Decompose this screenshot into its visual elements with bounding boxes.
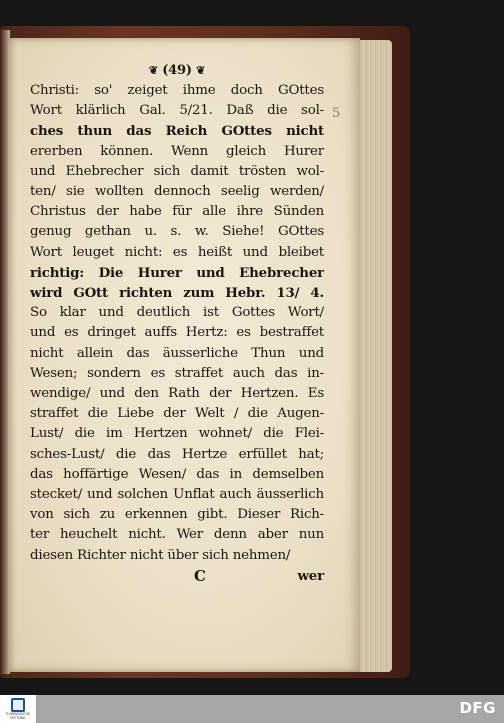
text-line: sches-Lust/ die das Hertze erfüllet hat;	[30, 446, 324, 462]
catchword: wer	[297, 567, 324, 584]
library-logo-icon	[11, 698, 25, 712]
catchword-row	[30, 566, 324, 586]
page-edges	[356, 40, 392, 672]
footer-strip	[36, 695, 504, 723]
text-line: richtig: Die Hurer und Ehebrecher	[30, 264, 324, 281]
text-line: Wesen; sondern es straffet auch das in-	[30, 365, 324, 381]
text-line: von sich zu erkennen gibt. Dieser Rich-	[30, 507, 324, 523]
book-page	[8, 38, 360, 672]
signature-mark: C	[194, 566, 206, 585]
text-line: So klar und deutlich ist Gottes Wort/	[30, 305, 324, 321]
text-line: das hoffärtige Wesen/ das in demselben	[30, 466, 324, 482]
text-line: Wort leuget nicht: es heißt und bleibet	[30, 244, 324, 260]
text-line: genug gethan u. s. w. Siehe! GOttes	[30, 224, 324, 240]
logo-text-line1: THÜRINGISCHE	[5, 712, 30, 716]
ornament-right-icon: ❦	[196, 64, 206, 77]
margin-note: 5	[332, 106, 341, 121]
viewer-footer	[0, 695, 504, 723]
dfg-logo[interactable]: DFG	[459, 699, 496, 717]
page-text	[30, 62, 324, 586]
text-line: ten/ sie wollten dennoch seelig werden/	[30, 184, 324, 200]
text-line: und Ehebrecher sich damit trösten wol-	[30, 163, 324, 179]
library-logo[interactable]	[2, 697, 33, 721]
text-line: Christi: so' zeiget ihme doch GOttes	[30, 83, 324, 98]
text-line: ches thun das Reich GOttes nicht	[30, 123, 324, 140]
text-line: Lust/ die im Hertzen wohnet/ die Flei-	[30, 426, 324, 442]
text-line: wendige/ und den Rath der Hertzen. Es	[30, 386, 324, 402]
page-header	[30, 62, 324, 80]
text-line: wird GOtt richten zum Hebr. 13/ 4.	[30, 285, 324, 302]
text-line: ererben können. Wenn gleich Hurer	[30, 143, 324, 159]
text-line: diesen Richter nicht über sich nehmen/	[30, 547, 291, 563]
text-line: nicht allein das äusserliche Thun und	[30, 345, 324, 361]
logo-text-line2: STIFTUNG	[9, 716, 26, 720]
ornament-left-icon: ❦	[148, 64, 158, 77]
text-line: und es dringet auffs Hertz: es bestraffet	[30, 325, 324, 341]
text-line: stecket/ und solchen Unflat auch äusserlich	[30, 487, 324, 503]
text-line: straffet die Liebe der Welt / die Augen-	[30, 406, 324, 422]
page-number: (49)	[162, 63, 192, 78]
text-line: Christus der habe für alle ihre Sünden	[30, 204, 324, 220]
text-line: ter heuchelt nicht. Wer denn aber nun	[30, 527, 324, 543]
text-line: Wort klärlich Gal. 5/21. Daß die sol-	[30, 103, 324, 119]
